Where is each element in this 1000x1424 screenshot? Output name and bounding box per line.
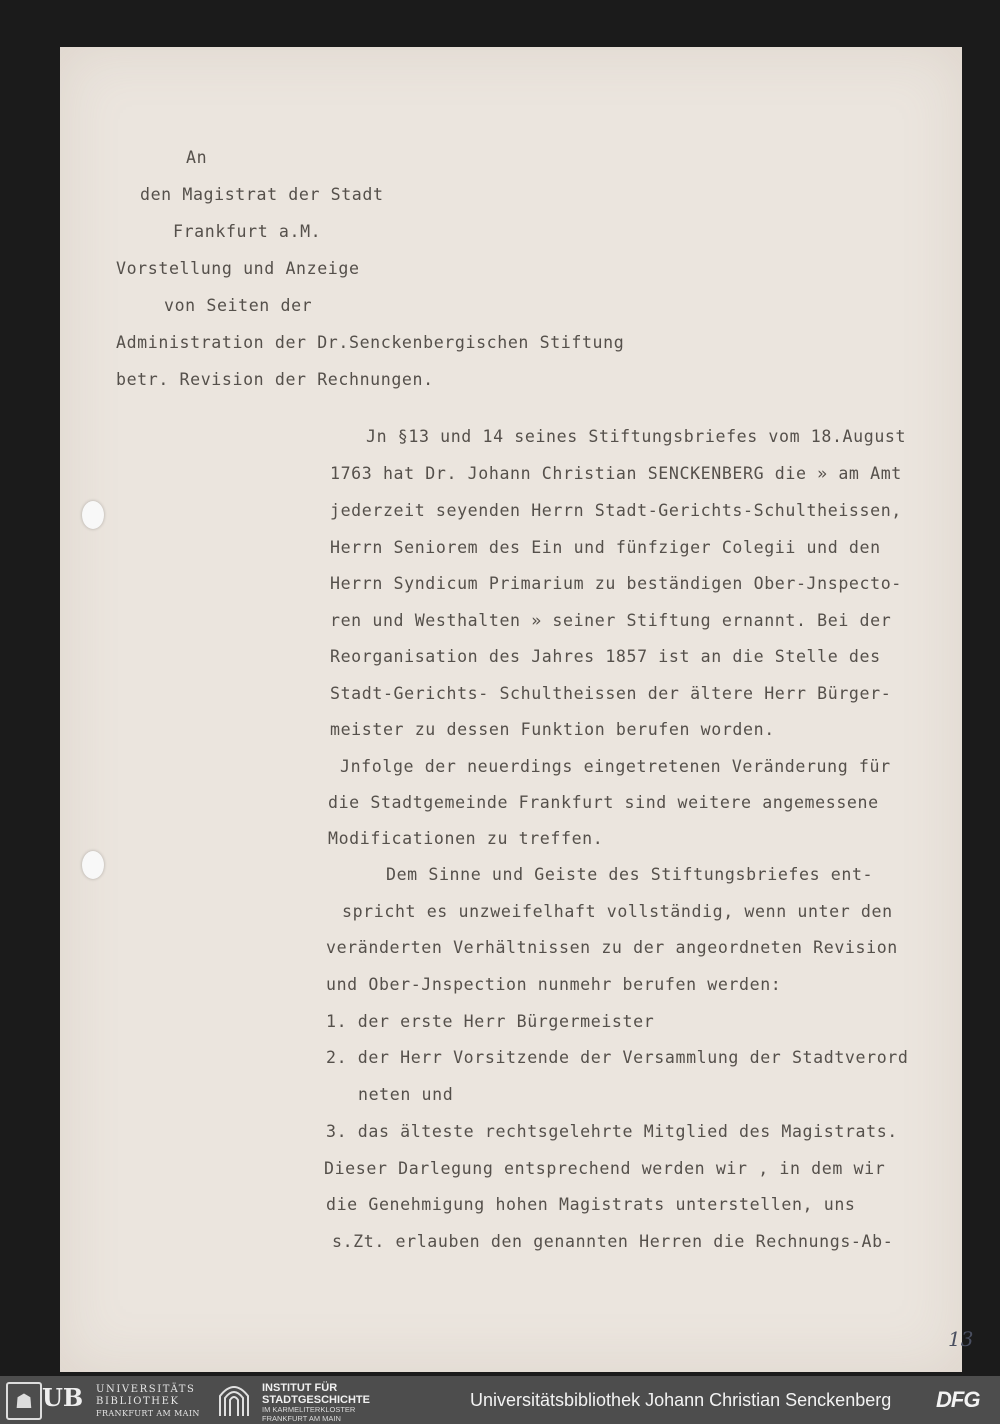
page-number: 13 [948,1327,974,1351]
address-line: den Magistrat der Stadt [140,185,384,204]
ub-name [96,1384,200,1420]
body-line: veränderten Verhältnissen zu der angeordneten Revision [326,938,898,957]
ub-name-line: FRANKFURT AM MAIN [96,1409,200,1418]
address-line: Frankfurt a.M. [173,222,322,241]
institute-name-line: STADTGESCHICHTE [262,1394,370,1406]
ub-logo: UB [42,1383,84,1412]
body-line: die Genehmigung hohen Magistrats unterstellen, uns [326,1195,856,1214]
body-line: 1763 hat Dr. Johann Christian SENCKENBERG die » am Amt [330,464,902,483]
institute-subtitle-line: FRANKFURT AM MAIN [262,1413,341,1423]
dfg-logo: DFG [936,1387,980,1412]
body-line: Reorganisation des Jahres 1857 ist an die Stelle des [330,647,881,666]
body-line: s.Zt. erlauben den genannten Herren die Rechnungs-Ab- [332,1232,894,1251]
institute-name-line: INSTITUT FÜR [262,1382,338,1394]
institute-subtitle [262,1406,355,1423]
address-line: Vorstellung und Anzeige [116,259,360,278]
address-line: Administration der Dr.Senckenbergischen Stiftung [116,333,625,352]
body-line: spricht es unzweifelhaft vollständig, wenn unter den [342,902,893,921]
body-line: Herrn Syndicum Primarium zu beständigen Ober-Jnspecto- [330,574,902,593]
body-line: Dieser Darlegung entsprechend werden wir , in dem wir [324,1159,886,1178]
library-name: Universitätsbibliothek Johann Christian Senckenberg [470,1390,892,1410]
body-line: die Stadtgemeinde Frankfurt sind weitere angemessene [328,793,879,812]
body-line: Jn §13 und 14 seines Stiftungsbriefes vom 18.August [366,427,907,446]
address-line: An [186,148,208,167]
body-line: Jnfolge der neuerdings eingetretenen Veränderung für [340,757,891,776]
body-line: 2. der Herr Vorsitzende der Versammlung der Stadtverord [326,1048,909,1067]
body-line: 1. der erste Herr Bürgermeister [326,1012,655,1031]
document-page [60,47,974,1372]
body-line: Modificationen zu treffen. [328,829,604,848]
body-line: ren und Westhalten » seiner Stiftung ernannt. Bei der [330,611,892,630]
body-line: Stadt-Gerichts- Schultheissen der ältere Herr Bürger- [330,684,892,703]
body-line: Dem Sinne und Geiste des Stiftungsbriefes ent- [386,865,874,884]
arch-icon [216,1382,252,1418]
body-line: jederzeit seyenden Herrn Stadt-Gerichts-Schultheissen, [330,501,902,520]
ub-name-line: BIBLIOTHEK [96,1396,180,1407]
ub-seal-icon: ☗ [6,1382,42,1420]
body-line: und Ober-Jnspection nunmehr berufen werden: [326,975,782,994]
institute-subtitle-line: IM KARMELITERKLOSTER [262,1405,356,1414]
footer-bar [0,1376,1000,1424]
address-line: von Seiten der [164,296,313,315]
body-line: neten und [358,1085,454,1104]
punch-hole [82,501,104,529]
body-line: Herrn Seniorem des Ein und fünfziger Colegii und den [330,538,881,557]
ub-name-line: UNIVERSITÄTS [96,1384,196,1395]
body-line: 3. das älteste rechtsgelehrte Mitglied des Magistrats. [326,1122,898,1141]
address-line: betr. Revision der Rechnungen. [116,370,434,389]
punch-hole [82,851,104,879]
institute-name [262,1382,370,1406]
body-line: meister zu dessen Funktion berufen worden. [330,720,775,739]
